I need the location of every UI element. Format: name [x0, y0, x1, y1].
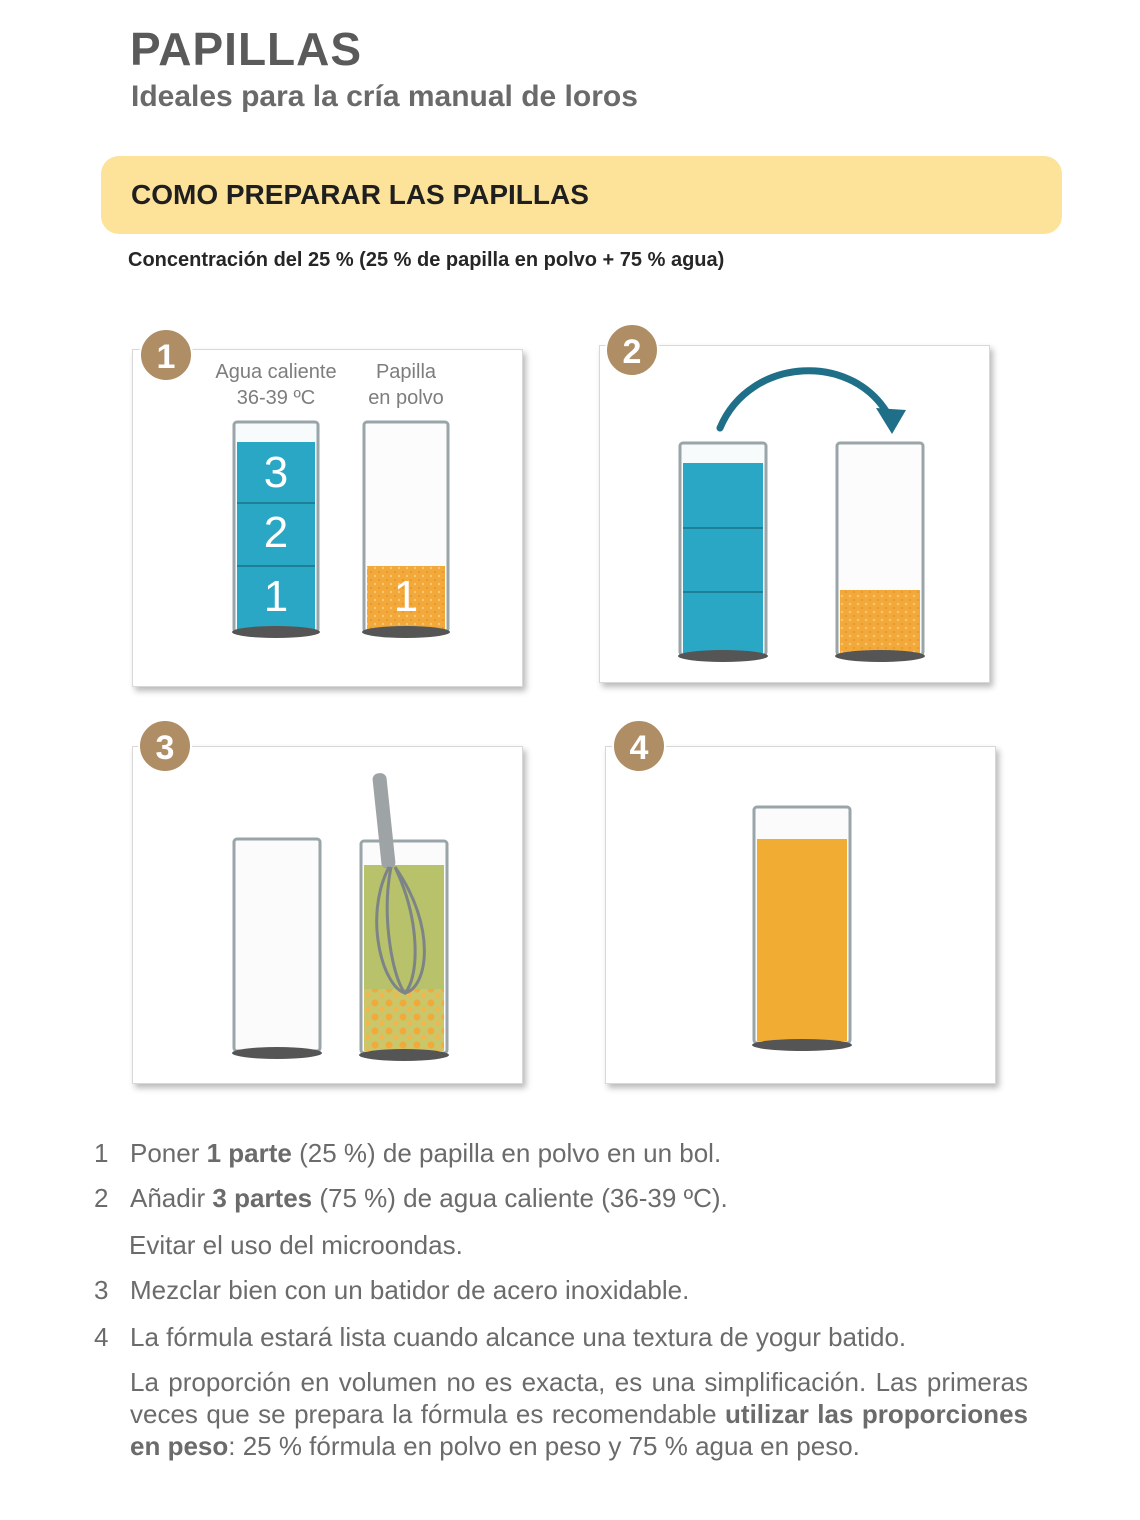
- water-label-line1: Agua caliente: [215, 361, 337, 383]
- step-2-post: (75 %) de agua caliente (36-39 ºC).: [312, 1183, 728, 1213]
- note-pre: La proporción en volumen no es exacta, es una simplificación. Las primeras veces que se prepara la fórmula es recomendable: [130, 1367, 1028, 1429]
- step-text-4: La fórmula estará lista cuando alcance una textura de yogur batido.: [130, 1322, 907, 1352]
- step-number-1: 1: [94, 1138, 109, 1168]
- step-number-2: 2: [94, 1183, 109, 1213]
- section-heading: COMO PREPARAR LAS PAPILLAS: [131, 179, 589, 210]
- step-1-bold: 1 parte: [206, 1138, 292, 1168]
- water-mark-3: 3: [263, 448, 289, 497]
- step-1-post: (25 %) de papilla en polvo en un bol.: [291, 1138, 722, 1168]
- page-title: PAPILLAS: [130, 23, 363, 75]
- step-2-bold: 3 partes: [212, 1183, 313, 1213]
- formula-glass: [752, 807, 852, 1051]
- empty-glass: [232, 839, 322, 1059]
- water-mark-1: 1: [263, 572, 289, 621]
- step-text-1: [130, 1138, 721, 1169]
- pour-arrow-icon: [720, 371, 890, 428]
- powder-label-line1: Papilla: [375, 361, 437, 383]
- water-label-line2: 36-39 ºC: [236, 387, 316, 409]
- step-panel-1: [132, 349, 523, 687]
- step-panel-3: [132, 746, 523, 1084]
- powder-mark-1: 1: [393, 572, 419, 621]
- concentration-text: Concentración del 25 % (25 % de papilla en polvo + 75 % agua): [128, 249, 725, 271]
- note-bold: utilizar las proporciones en peso: [130, 1399, 1028, 1461]
- step-2-extra: Evitar el uso del microondas.: [129, 1230, 463, 1260]
- step-text-2: [130, 1183, 728, 1214]
- step-badge-1: 1: [139, 328, 193, 382]
- mixing-glass: [359, 841, 449, 1061]
- step-number-3: 3: [94, 1275, 109, 1305]
- panel-2-illustration: [600, 346, 991, 684]
- step-badge-4: 4: [612, 719, 666, 773]
- step-badge-3: 3: [138, 719, 192, 773]
- step-badge-2: 2: [605, 323, 659, 377]
- note-post: : 25 % fórmula en polvo en peso y 75 % agua en peso.: [228, 1431, 860, 1461]
- powder-glass: [835, 443, 925, 662]
- water-mark-2: 2: [263, 508, 289, 557]
- step-panel-2: [599, 345, 990, 683]
- step-text-3: Mezclar bien con un batidor de acero inoxidable.: [130, 1275, 690, 1305]
- water-glass: [678, 443, 768, 662]
- step-2-pre: Añadir: [130, 1183, 213, 1213]
- section-banner: [101, 156, 1062, 234]
- page-subtitle: Ideales para la cría manual de loros: [131, 80, 638, 113]
- panel-3-illustration: [133, 747, 524, 1085]
- step-number-4: 4: [94, 1322, 109, 1352]
- panel-4-illustration: [606, 747, 997, 1085]
- powder-label: [346, 359, 466, 411]
- step-panel-4: [605, 746, 996, 1084]
- step-1-pre: Poner: [130, 1138, 207, 1168]
- water-label: [204, 359, 348, 411]
- powder-label-line2: en polvo: [368, 387, 444, 409]
- weight-note: [130, 1366, 1028, 1462]
